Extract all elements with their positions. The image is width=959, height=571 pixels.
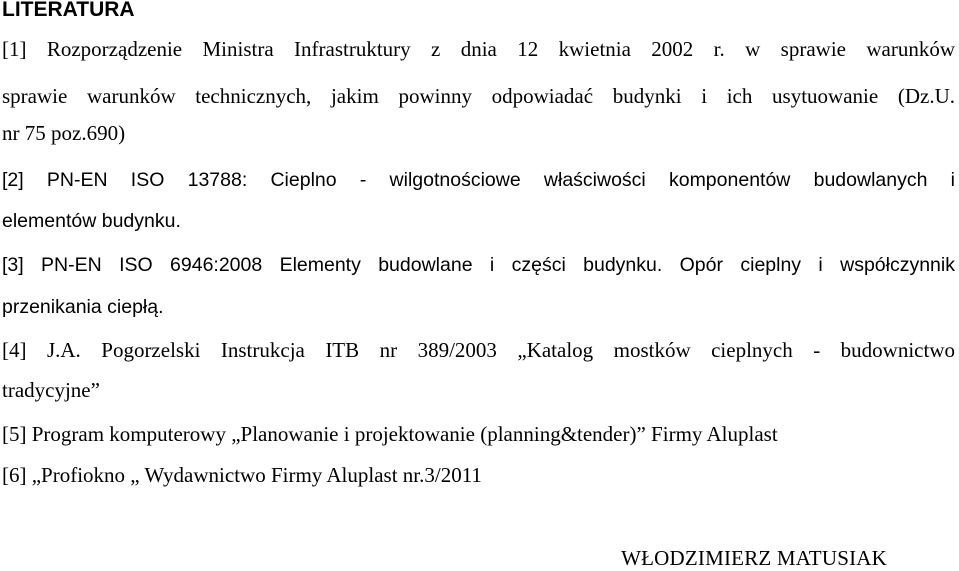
reference-4-line-1: [4] J.A. Pogorzelski Instrukcja ITB nr 389/2003 „Katalog mostków cieplnych - budownictwo [2,338,955,362]
section-heading: LITERATURA [2,0,135,21]
reference-2-line-2: elementów budynku. [2,210,181,232]
reference-5-line-1: [5] Program komputerowy „Planowanie i projektowanie (planning&tender)” Firmy Aluplast [2,422,778,446]
reference-3-line-2: przenikania ciepłą. [2,296,164,318]
reference-2-line-1: [2] PN-EN ISO 13788: Cieplno - wilgotnościowe właściwości komponentów budowlanych i [2,169,955,191]
reference-6-line-1: [6] „Profiokno „ Wydawnictwo Firmy Aluplast nr.3/2011 [2,463,482,487]
reference-1-line-1: [1] Rozporządzenie Ministra Infrastruktury z dnia 12 kwietnia 2002 r. w sprawie warunków [2,37,955,61]
reference-3-line-1: [3] PN-EN ISO 6946:2008 Elementy budowlane i części budynku. Opór cieplny i współczynnik [2,254,955,276]
author-signature: WŁODZIMIERZ MATUSIAK [621,546,887,570]
reference-4-line-2: tradycyjne” [2,378,100,402]
reference-1-line-3: nr 75 poz.690) [2,121,126,145]
reference-1-line-2: sprawie warunków technicznych, jakim powinny odpowiadać budynki i ich usytuowanie (Dz.U. [2,84,955,108]
